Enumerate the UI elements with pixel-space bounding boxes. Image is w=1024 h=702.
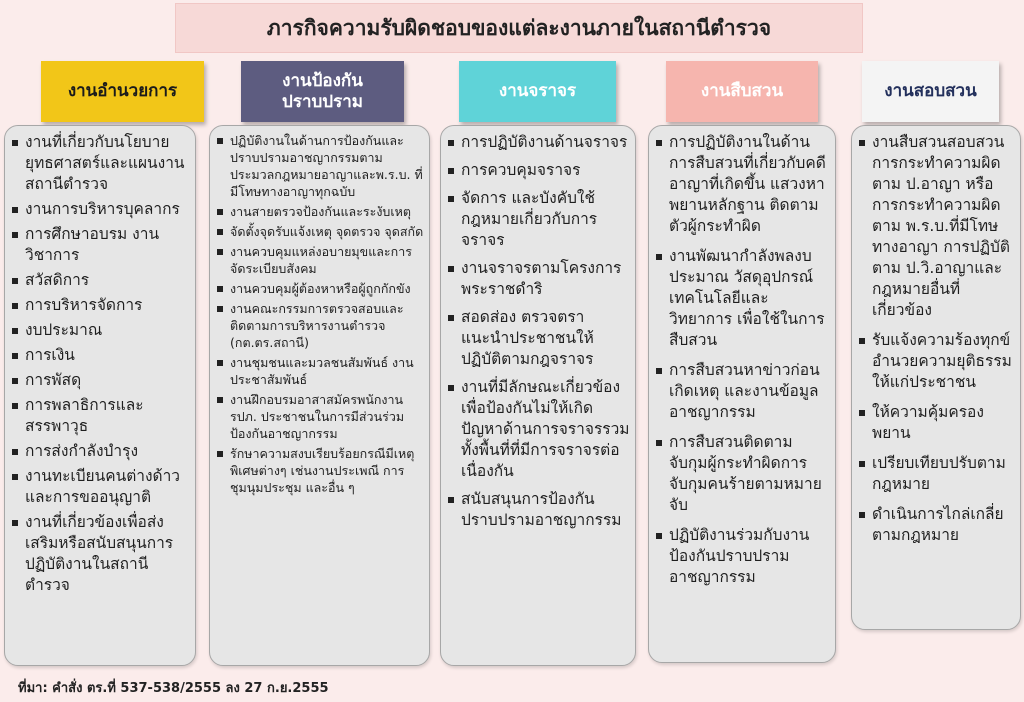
prevention-header bbox=[241, 61, 404, 122]
source-citation: ที่มา: คำสั่ง ตร.ที่ 537-538/2555 ลง 27 ก.ย.2555 bbox=[18, 681, 329, 696]
list-item: งานที่เกี่ยวกับนโยบาย ยุทธศาสตร์และแผนงานสถานีตำรวจ bbox=[7, 132, 191, 195]
inquiry-header bbox=[862, 61, 999, 122]
list-item: งานควบคุมแหล่งอบายมุขและการจัดระเบียบสังคม bbox=[212, 243, 425, 277]
list-item: การบริหารจัดการ bbox=[7, 295, 191, 316]
prevention-duties-panel bbox=[209, 125, 430, 666]
list-item: การศึกษาอบรม งานวิชาการ bbox=[7, 224, 191, 266]
investigation-duties-list bbox=[649, 126, 835, 601]
list-item: ปฏิบัติงานร่วมกับงานป้องกันปราบปรามอาชญากรรม bbox=[651, 525, 831, 588]
list-item: การปฏิบัติงานในด้านการสืบสวนที่เกี่ยวกับคดีอาญาที่เกิดขึ้น แสวงหาพยานหลักฐาน ติดตามตัวผู้กระทำผิด bbox=[651, 132, 831, 237]
list-item: การส่งกำลังบำรุง bbox=[7, 441, 191, 462]
list-item: รับแจ้งความร้องทุกข์ อำนวยความยุติธรรมให้แก่ประชาชน bbox=[854, 330, 1016, 393]
list-item: รักษาความสงบเรียบร้อยกรณีมีเหตุพิเศษต่างๆ เช่นงานประเพณี การชุมนุมประชุม และอื่น ๆ bbox=[212, 445, 425, 496]
list-item: งบประมาณ bbox=[7, 320, 191, 341]
list-item: สอดส่อง ตรวจตราแนะนำประชาชนให้ปฏิบัติตามกฎจราจร bbox=[443, 307, 631, 370]
list-item: สนับสนุนการป้องกันปราบปรามอาชญากรรม bbox=[443, 489, 631, 531]
list-item: การควบคุมจราจร bbox=[443, 160, 631, 181]
inquiry-duties-list bbox=[852, 126, 1020, 559]
list-item: การปฏิบัติงานด้านจราจร bbox=[443, 132, 631, 153]
list-item: งานจราจรตามโครงการพระราชดำริ bbox=[443, 258, 631, 300]
list-item: การสืบสวนหาข่าวก่อนเกิดเหตุ และงานข้อมูลอาชญากรรม bbox=[651, 360, 831, 423]
list-item: สวัสดิการ bbox=[7, 270, 191, 291]
list-item: งานทะเบียนคนต่างด้าวและการขออนุญาติ bbox=[7, 466, 191, 508]
admin-duties-panel bbox=[4, 125, 196, 666]
list-item: งานการบริหารบุคลากร bbox=[7, 199, 191, 220]
list-item: งานชุมชนและมวลชนสัมพันธ์ งานประชาสัมพันธ์ bbox=[212, 354, 425, 388]
list-item: งานคณะกรรมการตรวจสอบและติดตามการบริหารงานตำรวจ (กต.ตร.สถานี) bbox=[212, 300, 425, 351]
traffic-header bbox=[459, 61, 616, 122]
admin-header-label: งานอำนวยการ bbox=[67, 81, 178, 102]
list-item: งานพัฒนากำลังพลงบประมาณ วัสดุอุปกรณ์ เทคโนโลยีและวิทยาการ เพื่อใช้ในการสืบสวน bbox=[651, 246, 831, 351]
list-item: เปรียบเทียบปรับตามกฎหมาย bbox=[854, 453, 1016, 495]
list-item: งานที่มีลักษณะเกี่ยวข้อง เพื่อป้องกันไม่ให้เกิดปัญหาด้านการจราจรรวมทั้งพื้นที่ที่มีการจราจรต่อเนื่องกัน bbox=[443, 377, 631, 482]
investigation-duties-panel bbox=[648, 125, 836, 663]
list-item: การเงิน bbox=[7, 345, 191, 366]
investigation-header-label: งานสืบสวน bbox=[700, 81, 784, 102]
list-item: การสืบสวนติดตามจับกุมผู้กระทำผิดการจับกุมคนร้ายตามหมายจับ bbox=[651, 432, 831, 516]
admin-header bbox=[41, 61, 204, 122]
list-item: การพลาธิการและสรรพาวุธ bbox=[7, 395, 191, 437]
list-item: จัดตั้งจุดรับแจ้งเหตุ จุดตรวจ จุดสกัด bbox=[212, 223, 425, 240]
prevention-header-label: งานป้องกันปราบปราม bbox=[282, 71, 363, 112]
list-item: งานสายตรวจป้องกันและระงับเหตุ bbox=[212, 203, 425, 220]
traffic-duties-panel bbox=[440, 125, 636, 666]
list-item: ให้ความคุ้มครองพยาน bbox=[854, 402, 1016, 444]
page-title: ภารกิจความรับผิดชอบของแต่ละงานภายในสถานีตำรวจ bbox=[175, 3, 863, 53]
list-item: งานที่เกี่ยวข้องเพื่อส่งเสริมหรือสนับสนุนการปฏิบัติงานในสถานีตำรวจ bbox=[7, 512, 191, 596]
list-item: งานควบคุมผู้ต้องหาหรือผู้ถูกกักขัง bbox=[212, 280, 425, 297]
list-item: ดำเนินการไกล่เกลี่ยตามกฎหมาย bbox=[854, 504, 1016, 546]
list-item: งานสืบสวนสอบสวนการกระทำความผิดตาม ป.อาญา หรือการกระทำความผิดตาม พ.ร.บ.ที่มีโทษทางอาญา การปฏิบัติตาม ป.วิ.อาญาและกฎหมายอื่นที่เกี่ยวข้อง bbox=[854, 132, 1016, 321]
prevention-duties-list bbox=[210, 126, 429, 503]
list-item: งานฝึกอบรมอาสาสมัครพนักงาน รปภ. ประชาชนในการมีส่วนร่วมป้องกันอาชญากรรม bbox=[212, 391, 425, 442]
inquiry-header-label: งานสอบสวน bbox=[884, 81, 977, 102]
list-item: การพัสดุ bbox=[7, 370, 191, 391]
traffic-duties-list bbox=[441, 126, 635, 542]
inquiry-duties-panel bbox=[851, 125, 1021, 630]
admin-duties-list bbox=[5, 126, 195, 604]
list-item: จัดการ และบังคับใช้กฎหมายเกี่ยวกับการจราจร bbox=[443, 188, 631, 251]
list-item: ปฏิบัติงานในด้านการป้องกันและปราบปรามอาชญากรรมตามประมวลกฎหมายอาญาและพ.ร.บ. ที่มีโทษทางอาญาทุกฉบับ bbox=[212, 132, 425, 200]
investigation-header bbox=[666, 61, 818, 122]
traffic-header-label: งานจราจร bbox=[498, 81, 577, 102]
